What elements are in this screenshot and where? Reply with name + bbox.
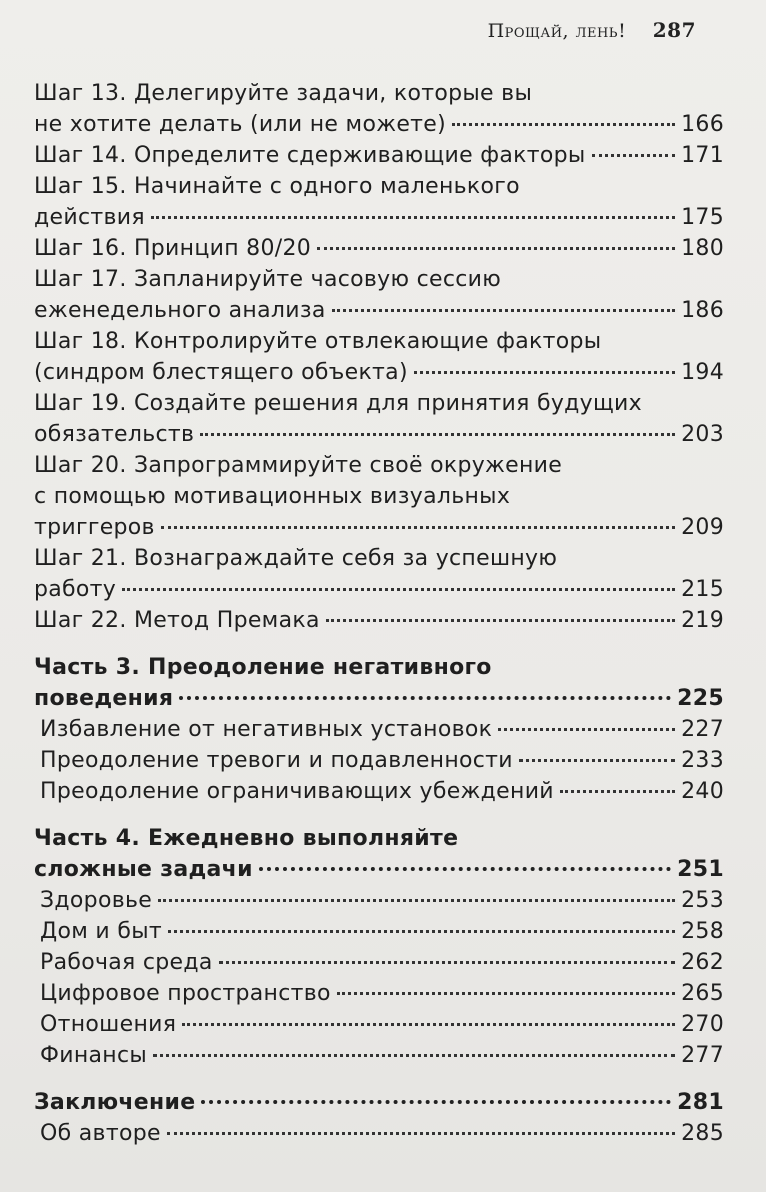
dot-leader (560, 790, 675, 793)
dot-leader (179, 696, 671, 700)
toc-entry-text: Шаг 19. Создайте решения для принятия будущих (34, 391, 642, 416)
dot-leader (337, 992, 675, 995)
toc-page-number: 227 (681, 717, 724, 742)
toc-page-number: 186 (681, 298, 724, 323)
toc-entry-text: Избавление от негативных установок (40, 717, 493, 742)
toc-page-number: 281 (677, 1090, 724, 1115)
toc-entry-limiting-beliefs (34, 776, 724, 807)
toc-page-number: 180 (681, 236, 724, 261)
toc-entry-step-14 (34, 140, 724, 171)
dot-leader (168, 930, 675, 933)
toc-entry-text: Шаг 20. Запрограммируйте своё окружение (34, 453, 563, 478)
dot-leader (317, 247, 675, 250)
toc-entry-text: действия (34, 205, 145, 230)
dot-leader (592, 154, 676, 157)
toc-entry-text: еженедельного анализа (34, 298, 326, 323)
toc-page-number: 171 (681, 143, 724, 168)
dot-leader (182, 1023, 675, 1026)
dot-leader (122, 588, 675, 591)
dot-leader (151, 216, 675, 219)
toc-page-number: 285 (681, 1121, 724, 1146)
dot-leader (167, 1132, 675, 1135)
toc-conclusion (34, 1087, 724, 1118)
toc-page-number: 203 (681, 422, 724, 447)
dot-leader (161, 526, 675, 529)
toc-entry-text: Преодоление тревоги и подавленности (40, 748, 513, 773)
toc-entry-text: Часть 4. Ежедневно выполняйте (34, 826, 459, 851)
toc-entry-finance (34, 1040, 724, 1071)
dot-leader (158, 899, 675, 902)
dot-leader (452, 123, 675, 126)
dot-leader (153, 1054, 675, 1057)
toc-page-number: 215 (681, 577, 724, 602)
toc-entry-home (34, 916, 724, 947)
toc-entry-text: Шаг 22. Метод Премака (34, 608, 320, 633)
toc-entry-text: Шаг 21. Вознаграждайте себя за успешную (34, 546, 558, 571)
toc-entry-step-22 (34, 605, 724, 636)
toc-entry-text: Цифровое пространство (40, 981, 331, 1006)
toc-page-number: 251 (677, 857, 724, 882)
toc-entry-text: Финансы (40, 1043, 148, 1068)
toc-entry-text: Дом и быт (40, 919, 162, 944)
running-header (488, 18, 696, 42)
toc-entry-text: работу (34, 577, 117, 602)
toc-page-number: 219 (681, 608, 724, 633)
toc-page-number: 175 (681, 205, 724, 230)
toc-entry-text: поведения (34, 686, 174, 711)
toc-entry-relationships (34, 1009, 724, 1040)
table-of-contents (34, 78, 724, 1149)
toc-page-number: 253 (681, 888, 724, 913)
toc-entry-text: Шаг 17. Запланируйте часовую сессию (34, 267, 502, 292)
toc-entry-text: (синдром блестящего объекта) (34, 360, 408, 385)
toc-entry-text: Часть 3. Преодоление негативного (34, 655, 492, 680)
toc-entry-step-21 (34, 543, 724, 605)
toc-page-number: 277 (681, 1043, 724, 1068)
page-number: 287 (652, 18, 696, 42)
toc-page-number: 233 (681, 748, 724, 773)
dot-leader (498, 728, 675, 731)
toc-entry-step-18 (34, 326, 724, 388)
toc-page-number: 270 (681, 1012, 724, 1037)
toc-page-number: 258 (681, 919, 724, 944)
toc-entry-step-16 (34, 233, 724, 264)
toc-page-number: 225 (677, 686, 724, 711)
toc-entry-text: Отношения (40, 1012, 177, 1037)
toc-entry-negative-attitudes (34, 714, 724, 745)
toc-entry-text: Преодоление ограничивающих убеждений (40, 779, 554, 804)
toc-entry-text: триггеров (34, 515, 155, 540)
toc-entry-workplace (34, 947, 724, 978)
dot-leader (332, 309, 675, 312)
toc-entry-text: сложные задачи (34, 857, 253, 882)
toc-page-number: 209 (681, 515, 724, 540)
toc-entry-health (34, 885, 724, 916)
dot-leader (259, 867, 671, 871)
toc-page-number: 240 (681, 779, 724, 804)
toc-entry-text: Заключение (34, 1090, 196, 1115)
toc-entry-step-17 (34, 264, 724, 326)
toc-entry-text: Шаг 15. Начинайте с одного маленького (34, 174, 520, 199)
dot-leader (414, 371, 675, 374)
toc-entry-step-15 (34, 171, 724, 233)
toc-page-number: 262 (681, 950, 724, 975)
toc-entry-text: Шаг 14. Определите сдерживающие факторы (34, 143, 586, 168)
dot-leader (519, 759, 675, 762)
toc-entry-text: Шаг 18. Контролируйте отвлекающие факторы (34, 329, 602, 354)
toc-entry-about-author (34, 1118, 724, 1149)
dot-leader (200, 433, 675, 436)
toc-entry-step-19 (34, 388, 724, 450)
toc-entry-digital-space (34, 978, 724, 1009)
toc-entry-step-20 (34, 450, 724, 543)
toc-entry-text: Рабочая среда (40, 950, 213, 975)
toc-entry-step-13 (34, 78, 724, 140)
toc-entry-text: с помощью мотивационных визуальных (34, 484, 511, 509)
toc-entry-text: не хотите делать (или не можете) (34, 112, 447, 137)
toc-page-number: 265 (681, 981, 724, 1006)
toc-entry-anxiety (34, 745, 724, 776)
running-title: Прощай, лень! (487, 20, 627, 42)
dot-leader (219, 961, 675, 964)
dot-leader (201, 1100, 671, 1104)
toc-entry-text: Об авторе (40, 1121, 161, 1146)
toc-entry-text: обязательств (34, 422, 195, 447)
toc-page-number: 166 (681, 112, 724, 137)
dot-leader (326, 619, 675, 622)
toc-part-3 (34, 652, 724, 714)
toc-entry-text: Шаг 13. Делегируйте задачи, которые вы (34, 81, 533, 106)
toc-entry-text: Здоровье (40, 888, 153, 913)
toc-entry-text: Шаг 16. Принцип 80/20 (34, 236, 312, 261)
toc-page-number: 194 (681, 360, 724, 385)
toc-part-4 (34, 823, 724, 885)
